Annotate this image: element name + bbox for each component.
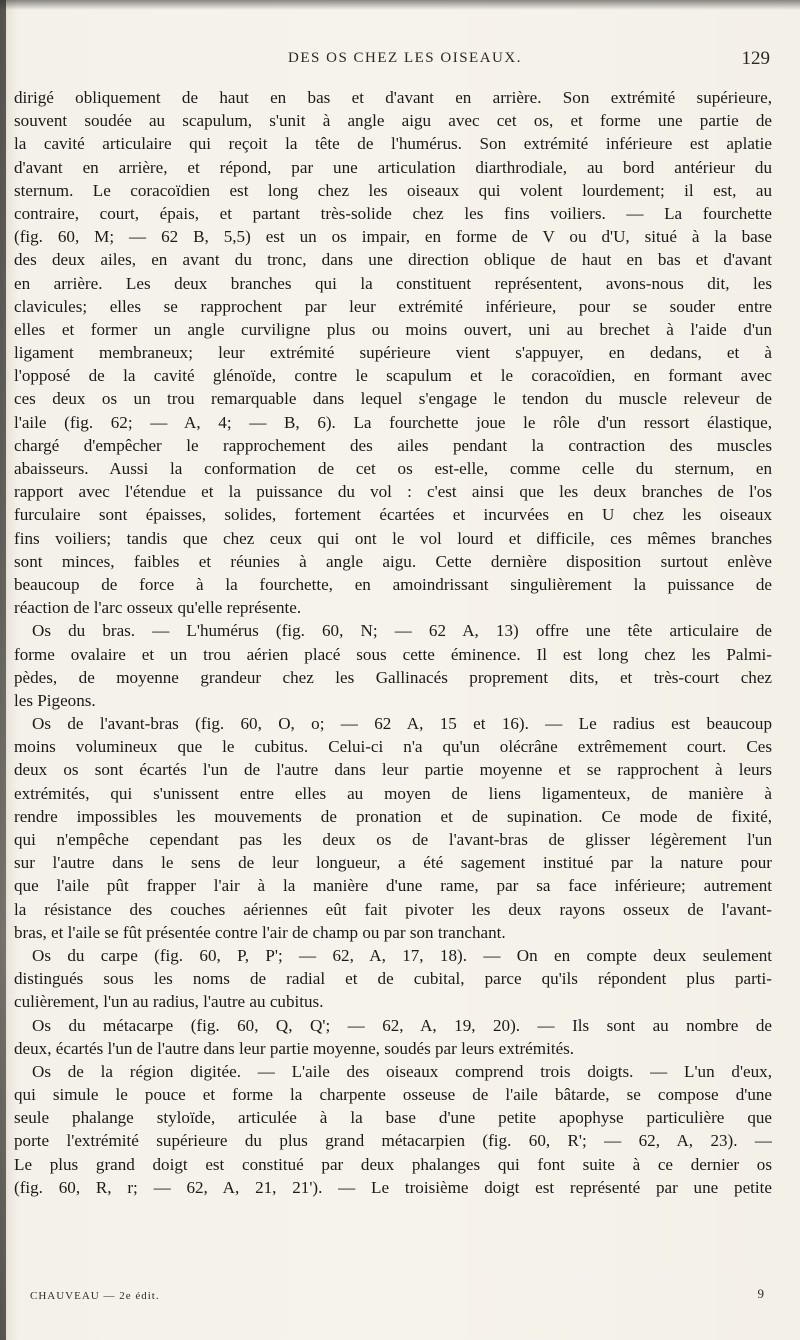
text-line: clavicules; elles se rapprochent par leur extrémité inférieure, pour se souder entre	[14, 296, 772, 316]
text-line: moins volumineux que le cubitus. Celui-ci n'a qu'un olécrâne extrêmement court. Ces	[14, 737, 772, 757]
text-line: les Pigeons.	[14, 690, 96, 710]
text-line: forme ovalaire et un trou aérien placé sous cette éminence. Il est long chez les Palmi-	[14, 644, 772, 664]
text-line: deux os sont écartés l'un de l'autre dans leur partie moyenne et se rapprochent à leurs	[14, 760, 772, 780]
text-line: (fig. 60, R, r; — 62, A, 21, 21'). — Le troisième doigt est représenté par une petite	[14, 1177, 772, 1197]
text-line: ces deux os un trou remarquable dans lequel s'engage le tendon du muscle releveur de	[14, 389, 772, 409]
text-line: des deux ailes, en avant du tronc, dans une direction oblique de haut en bas et d'avant	[14, 250, 772, 270]
text-line: qui simule le pouce et forme la charpente osseuse de l'aile bâtarde, se compose d'une	[14, 1085, 772, 1105]
page-footer	[14, 1286, 772, 1310]
signature-mark: 9	[757, 1286, 764, 1301]
text-line: fins voiliers; tandis que chez ceux qui ont le vol lourd et difficile, ces mêmes branches	[14, 528, 772, 548]
text-line: porte l'extrémité supérieure du plus grand métacarpien (fig. 60, R'; — 62, A, 23). —	[14, 1131, 772, 1151]
text-line: Os de l'avant-bras (fig. 60, O, o; — 62 A, 15 et 16). — Le radius est beaucoup	[32, 714, 772, 734]
text-line: furculaire sont épaisses, solides, fortement écartées et incurvées en U chez les oiseaux	[14, 505, 772, 525]
text-line: chargé d'empêcher le rapprochement des ailes pendant la contraction des muscles	[14, 435, 772, 455]
text-line: distingués sous les noms de radial et de cubital, parce qu'ils répondent plus parti-	[14, 969, 772, 989]
printer-signature: CHAUVEAU — 2e édit.	[30, 1290, 160, 1302]
text-line: la cavité articulaire qui reçoit la tête de l'humérus. Son extrémité inférieure est aplatie	[14, 134, 772, 154]
text-line: elles et former un angle curviligne plus ou moins ouvert, uni au brechet à l'aide d'un	[14, 319, 772, 339]
text-line: la résistance des couches aériennes eût fait pivoter les deux rayons osseux de l'avant-	[14, 899, 772, 919]
text-line: (fig. 60, M; — 62 B, 5,5) est un os impair, en forme de V ou d'U, situé à la base	[14, 227, 772, 247]
text-line: abaisseurs. Aussi la conformation de cet os est-elle, comme celle du sternum, en	[14, 459, 772, 478]
text-line: seule phalange styloïde, articulée à la base d'une petite apophyse particulière que	[14, 1108, 772, 1128]
text-line: en arrière. Les deux branches qui la constituent représentent, avons-nous dit, les	[14, 273, 772, 293]
text-line: réaction de l'arc osseux qu'elle représente.	[14, 598, 302, 618]
page-top-edge	[0, 0, 800, 10]
text-line: rendre impossibles les mouvements de pronation et de supination. Ce mode de fixité,	[14, 806, 772, 826]
text-line: Os de la région digitée. — L'aile des oiseaux comprend trois doigts. — L'un d'eux,	[32, 1061, 772, 1081]
text-line: que l'aile pût frapper l'air à la manière d'une rame, par sa face inférieure; autrement	[14, 876, 772, 896]
text-line: Os du carpe (fig. 60, P, P'; — 62, A, 17, 18). — On en compte deux seulement	[32, 945, 772, 965]
text-line: d'avant en arrière, et répond, par une articulation diarthrodiale, au bord antérieur du	[14, 157, 772, 177]
text-line: beaucoup de force à la fourchette, en amoindrissant singulièrement la puissance de	[14, 574, 772, 594]
body-text	[14, 86, 772, 1199]
text-line: contraire, court, épais, et partant très-solide chez les fins voiliers. — La fourchette	[14, 203, 772, 223]
page-header	[40, 44, 770, 74]
text-line: deux, écartés l'un de l'autre dans leur partie moyenne, soudés par leurs extrémités.	[14, 1038, 575, 1058]
text-line: sternum. Le coracoïdien est long chez les oiseaux qui volent lourdement; il est, au	[14, 180, 772, 200]
text-line: bras, et l'aile se fût présentée contre l'air de champ ou par son tranchant.	[14, 922, 506, 942]
text-line: Le plus grand doigt est constitué par deux phalanges qui font suite à ce dernier os	[14, 1154, 772, 1174]
text-line: extrémités, qui s'unissent entre elles au moyen de liens ligamenteux, de manière à	[14, 783, 772, 803]
page-number: 129	[741, 48, 770, 69]
text-line: sont minces, faibles et réunies à angle aigu. Cette dernière disposition surtout enlève	[14, 551, 772, 571]
text-line: pèdes, de moyenne grandeur chez les Gallinacés proprement dits, et très-court chez	[14, 667, 772, 687]
running-head: DES OS CHEZ LES OISEAUX.	[288, 50, 522, 66]
text-line: Os du bras. — L'humérus (fig. 60, N; — 62 A, 13) offre une tête articulaire de	[32, 621, 772, 641]
text-line: qui n'empêche cependant pas les deux os de l'avant-bras de glisser légèrement l'un	[14, 830, 772, 849]
text-line: culièrement, l'un au radius, l'autre au cubitus.	[14, 992, 324, 1012]
text-line: l'opposé de la cavité glénoïde, contre le scapulum et le coracoïdien, en formant avec	[14, 366, 772, 386]
page-binding-edge	[0, 0, 6, 1340]
text-line: l'aile (fig. 62; — A, 4; — B, 6). La fourchette joue le rôle d'un ressort élastique,	[14, 412, 772, 432]
text-line: dirigé obliquement de haut en bas et d'avant en arrière. Son extrémité supérieure,	[14, 88, 772, 107]
text-line: sur l'autre dans le sens de leur longueur, a été sagement institué par la nature pour	[14, 853, 772, 873]
text-line: ligament membraneux; leur extrémité supérieure vient s'appuyer, en dedans, et à	[14, 343, 772, 363]
text-line: rapport avec l'étendue et la puissance du vol : c'est ainsi que les deux branches de l'os	[14, 482, 772, 502]
text-line: Os du métacarpe (fig. 60, Q, Q'; — 62, A, 19, 20). — Ils sont au nombre de	[32, 1015, 772, 1035]
text-line: souvent soudée au scapulum, s'unit à angle aigu avec cet os, et forme une partie de	[14, 111, 772, 131]
